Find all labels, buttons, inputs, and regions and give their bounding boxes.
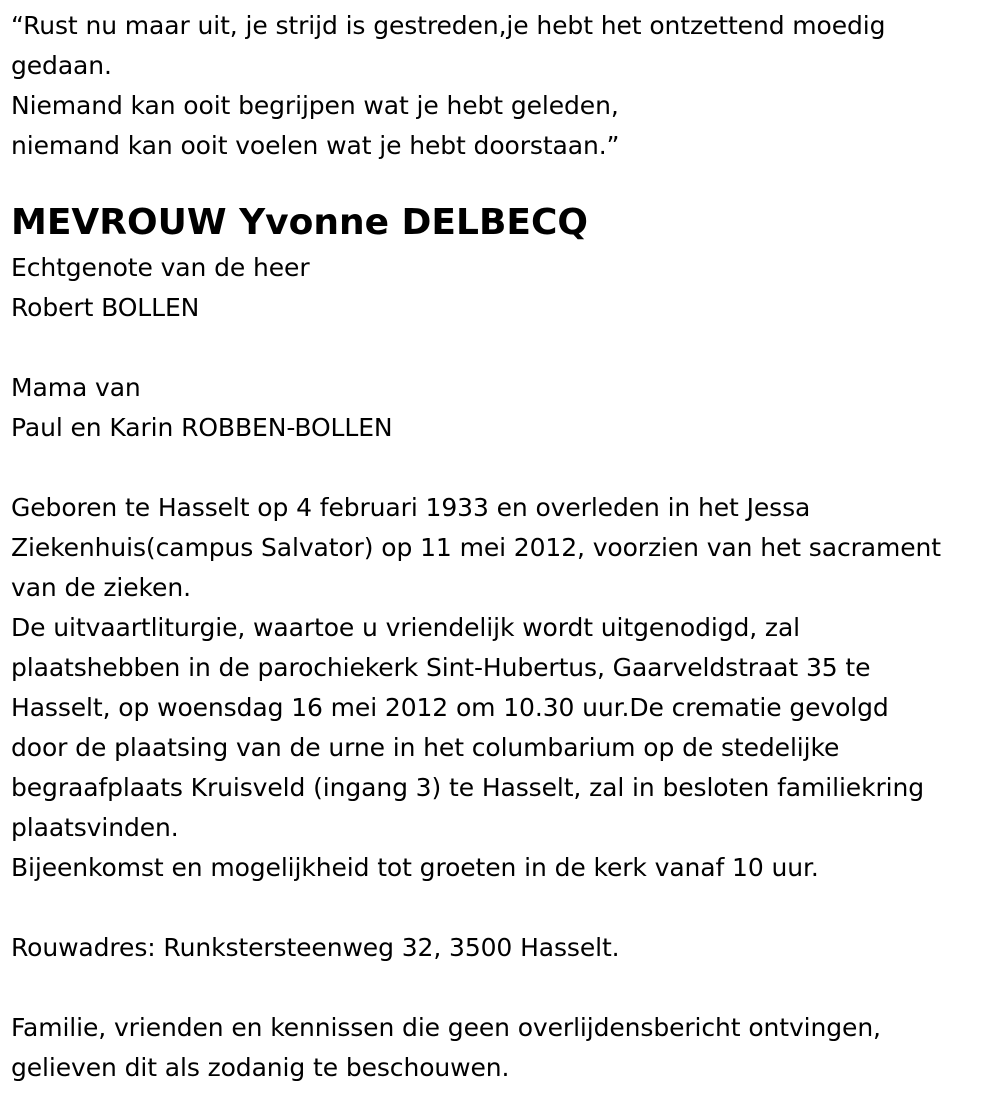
closing-line: Familie, vrienden en kennissen die geen overlijdensbericht ontvingen, [11,1013,881,1042]
children-line: Mama van [11,373,141,402]
spacer [11,888,996,928]
poem-line: Niemand kan ooit begrijpen wat je hebt geleden, [11,91,619,120]
details-line: plaatsvinden. [11,813,179,842]
closing-line: gelieven dit als zodanig te beschouwen. [11,1053,510,1082]
details-line: De uitvaartliturgie, waartoe u vriendelijk wordt uitgenodigd, zal [11,613,801,642]
children-line: Paul en Karin ROBBEN-BOLLEN [11,413,393,442]
details-section [11,488,996,888]
spacer [11,448,996,488]
details-line: Bijeenkomst en mogelijkheid tot groeten in de kerk vanaf 10 uur. [11,853,819,882]
details-line: Hasselt, op woensdag 16 mei 2012 om 10.30 uur.De crematie gevolgd [11,693,889,722]
details-line: plaatshebben in de parochiekerk Sint-Hubertus, Gaarveldstraat 35 te [11,653,871,682]
poem-line: niemand kan ooit voelen wat je hebt doorstaan.” [11,131,620,160]
spacer [11,968,996,1008]
details-line: van de zieken. [11,573,191,602]
spacer [11,328,996,368]
mourning-address: Rouwadres: Runkstersteenweg 32, 3500 Hasselt. [11,933,620,962]
children-section [11,368,996,448]
details-line: Geboren te Hasselt op 4 februari 1933 en overleden in het Jessa [11,493,811,522]
poem-line: “Rust nu maar uit, je strijd is gestreden,je hebt het ontzettend moedig [11,11,886,40]
deceased-name: MEVROUW Yvonne DELBECQ [11,202,589,243]
spouse-line: Robert BOLLEN [11,293,200,322]
poem-line: gedaan. [11,51,112,80]
details-line: Ziekenhuis(campus Salvator) op 11 mei 2012, voorzien van het sacrament [11,533,941,562]
obituary-notice [11,6,996,1088]
poem [11,6,996,166]
spouse-line: Echtgenote van de heer [11,253,310,282]
details-line: door de plaatsing van de urne in het columbarium op de stedelijke [11,733,840,762]
details-line: begraafplaats Kruisveld (ingang 3) te Hasselt, zal in besloten familiekring [11,773,924,802]
spouse-section [11,248,996,328]
closing-section [11,1008,996,1088]
